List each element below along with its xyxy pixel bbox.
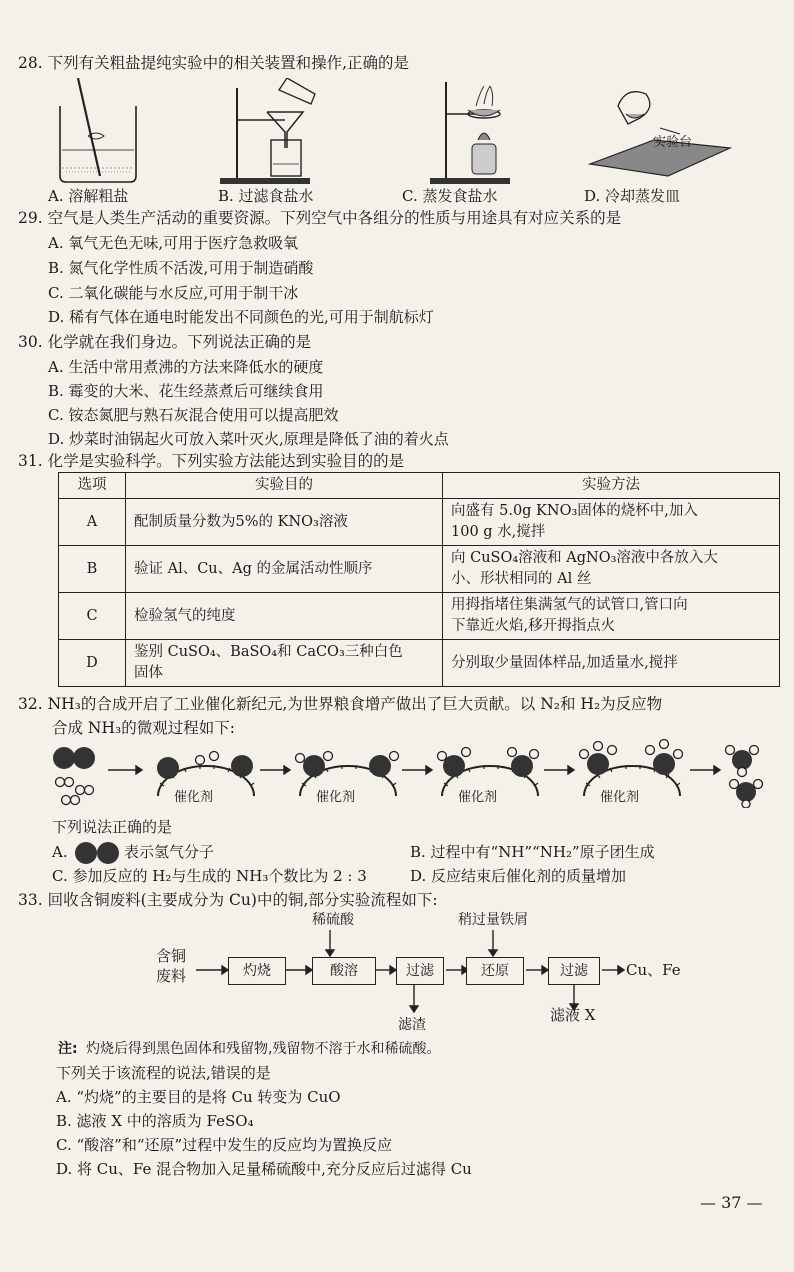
bench-label: 实验台 [653, 135, 693, 150]
cell-line: 100 g 水,搅拌 [451, 524, 546, 540]
table-row [59, 546, 780, 593]
flow-step-filter-2: 过滤 [548, 957, 600, 985]
q32-option-a: 表示氢气分子 [124, 843, 215, 861]
nitrogen-molecule-icon [53, 747, 95, 769]
q32-stem-line1: 32. NH₃的合成开启了工业催化新纪元,为世界粮食增产做出了巨大贡献。以 N₂和 H₂为反应物 [18, 695, 663, 713]
q30-option-c: C. 铵态氮肥与熟石灰混合使用可以提高肥效 [48, 406, 339, 424]
residue-label: 滤渣 [398, 1017, 426, 1033]
flow-step-reduce: 还原 [466, 957, 524, 985]
dilute-acid-label: 稀硫酸 [312, 912, 354, 928]
q33-option-a: A. “灼烧”的主要目的是将 Cu 转变为 CuO [56, 1088, 341, 1106]
q28-option-b: B. 过滤食盐水 [218, 187, 314, 205]
catalyst-label-2: 催化剂 [316, 790, 356, 805]
table-cell [443, 546, 780, 593]
q32-option-b: B. 过程中有“NH”“NH₂”原子团生成 [410, 843, 655, 861]
q28-apparatus-figure [50, 78, 750, 186]
table-row [59, 640, 780, 687]
table-header: 选项 [59, 473, 126, 499]
flow-step-roast: 灼烧 [228, 957, 286, 985]
q32-reaction-diagram [50, 738, 780, 808]
table-cell: C [59, 593, 126, 640]
q33-option-b: B. 滤液 X 中的溶质为 FeSO₄ [56, 1112, 254, 1130]
cell-line: 固体 [134, 665, 163, 681]
cell-line: 下靠近火焰,移开拇指点火 [451, 618, 616, 634]
arrow-icon [108, 766, 142, 774]
filtrate-x-label: 滤液 X [550, 1006, 596, 1024]
cell-line: 向 CuSO₄溶液和 AgNO₃溶液中各放入大 [451, 550, 718, 566]
arrow-icon [544, 766, 574, 774]
table-cell: B [59, 546, 126, 593]
q29-option-b: B. 氮气化学性质不活泼,可用于制造硝酸 [48, 259, 314, 277]
q32-stem-line2: 合成 NH₃的微观过程如下: [52, 719, 235, 737]
q32-prompt: 下列说法正确的是 [52, 818, 173, 836]
note-text: 灼烧后得到黑色固体和残留物,残留物不溶于水和稀硫酸。 [86, 1041, 441, 1057]
table-header: 实验方法 [443, 473, 780, 499]
table-cell [126, 640, 443, 687]
q33-option-d: D. 将 Cu、Fe 混合物加入足量稀硫酸中,充分反应后过滤得 Cu [56, 1160, 472, 1178]
catalyst-label-4: 催化剂 [600, 790, 640, 805]
table-cell: A [59, 499, 126, 546]
q30-option-d: D. 炒菜时油锅起火可放入菜叶灭火,原理是降低了油的着火点 [48, 430, 449, 448]
q28-option-d: D. 冷却蒸发皿 [584, 187, 681, 205]
q30-option-a: A. 生活中常用煮沸的方法来降低水的硬度 [48, 358, 324, 376]
ammonia-molecules-icon [726, 746, 763, 809]
flow-step-filter-1: 过滤 [396, 957, 444, 985]
cell-line: 小、形状相同的 Al 丝 [451, 571, 592, 587]
q33-option-c: C. “酸溶”和“还原”过程中发生的反应均为置换反应 [56, 1136, 393, 1154]
arrow-icon [402, 766, 432, 774]
cell-line: 向盛有 5.0g KNO₃固体的烧杯中,加入 [451, 503, 698, 519]
table-header-row [59, 473, 780, 499]
page-number: — 37 — [700, 1193, 763, 1212]
q33-stem: 33. 回收含铜废料(主要成分为 Cu)中的铜,部分实验流程如下: [18, 891, 438, 909]
catalyst-label-1: 催化剂 [174, 790, 214, 805]
filtration-stand-icon [220, 78, 315, 184]
q29-stem: 29. 空气是人类生产活动的重要资源。下列空气中各组分的性质与用途具有对应关系的是 [18, 209, 622, 227]
flow-raw-line2: 废料 [156, 967, 187, 985]
hydrogen-molecules-icon [56, 778, 94, 805]
table-cell [443, 499, 780, 546]
catalyst-label-3: 催化剂 [458, 790, 498, 805]
flow-raw-line1: 含铜 [156, 947, 187, 965]
table-row [59, 593, 780, 640]
flow-step-acid-dissolve: 酸溶 [312, 957, 376, 985]
q28-option-a: A. 溶解粗盐 [48, 187, 129, 205]
q32-option-c: C. 参加反应的 H₂与生成的 NH₃个数比为 2 : 3 [52, 867, 367, 885]
table-cell: 配制质量分数为5%的 KNO₃溶液 [126, 499, 443, 546]
q30-stem: 30. 化学就在我们身边。下列说法正确的是 [18, 333, 312, 351]
nitrogen-molecule-icon [74, 841, 124, 865]
beaker-icon [60, 78, 136, 182]
cell-line: 鉴别 CuSO₄、BaSO₄和 CaCO₃三种白色 [134, 644, 403, 660]
q29-option-d: D. 稀有气体在通电时能发出不同颜色的光,可用于制航标灯 [48, 308, 434, 326]
table-cell: 分别取少量固体样品,加适量水,搅拌 [443, 640, 780, 687]
q33-prompt: 下列关于该流程的说法,错误的是 [56, 1064, 271, 1082]
q32-option-a-prefix: A. [52, 843, 68, 861]
q29-option-a: A. 氧气无色无味,可用于医疗急救吸氧 [48, 234, 299, 252]
cell-line: 用拇指堵住集满氢气的试管口,管口向 [451, 597, 688, 613]
q31-table [58, 472, 780, 687]
note-label: 注: [58, 1041, 78, 1057]
flow-product: Cu、Fe [626, 961, 681, 979]
q28-option-c: C. 蒸发食盐水 [402, 187, 498, 205]
q32-option-d: D. 反应结束后催化剂的质量增加 [410, 867, 627, 885]
table-cell: 检验氢气的纯度 [126, 593, 443, 640]
q31-stem: 31. 化学是实验科学。下列实验方法能达到实验目的的是 [18, 452, 405, 470]
arrow-icon [260, 766, 290, 774]
q29-option-c: C. 二氧化碳能与水反应,可用于制干冰 [48, 284, 299, 302]
q30-option-b: B. 霉变的大米、花生经蒸煮后可继续食用 [48, 382, 324, 400]
evaporation-stand-icon [430, 82, 510, 184]
table-cell [443, 593, 780, 640]
table-row [59, 499, 780, 546]
table-header: 实验目的 [126, 473, 443, 499]
arrow-icon [690, 766, 720, 774]
q28-stem: 28. 下列有关粗盐提纯实验中的相关装置和操作,正确的是 [18, 54, 410, 72]
table-cell: D [59, 640, 126, 687]
iron-powder-label: 稍过量铁屑 [458, 912, 528, 928]
table-cell: 验证 Al、Cu、Ag 的金属活动性顺序 [126, 546, 443, 593]
